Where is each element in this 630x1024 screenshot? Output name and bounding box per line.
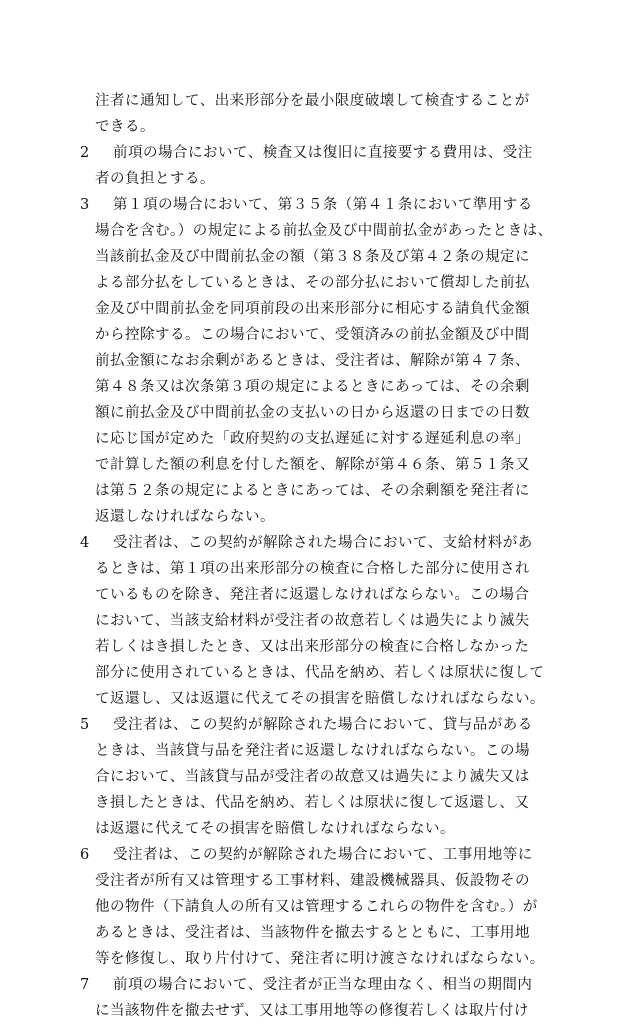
text-line bbox=[0, 374, 630, 400]
text-line bbox=[0, 348, 630, 374]
line-text: 受注者は、この契約が解除された場合において、支給材料があ bbox=[113, 535, 533, 551]
text-line bbox=[0, 218, 630, 244]
text-line bbox=[0, 972, 630, 998]
line-text: よる部分払をしているときは、その部分払において償却した前払 bbox=[95, 275, 530, 291]
line-text: 受注者は、この契約が解除された場合において、工事用地等に bbox=[113, 847, 533, 863]
text-line bbox=[0, 582, 630, 608]
text-line bbox=[0, 530, 630, 556]
line-text: 場合を含む。）の規定による前払金及び中間前払金があったときは、 bbox=[95, 223, 553, 239]
line-text: 合において、当該貸与品が受注者の故意又は過失により滅失又は bbox=[95, 769, 530, 785]
line-text: て返還し、又は返還に代えてその損害を賠償しなければならない。 bbox=[95, 691, 545, 707]
paragraph-number: 2 bbox=[80, 145, 90, 161]
clause-text-block bbox=[0, 88, 630, 1024]
text-line bbox=[0, 192, 630, 218]
text-line bbox=[0, 88, 630, 114]
line-text: 前項の場合において、受注者が正当な理由なく、相当の期間内 bbox=[113, 977, 533, 993]
text-line bbox=[0, 166, 630, 192]
line-text: るときは、第１項の出来形部分の検査に合格した部分に使用され bbox=[95, 561, 530, 577]
paragraph-number: 7 bbox=[80, 977, 90, 993]
paragraph-number: 4 bbox=[80, 535, 90, 551]
text-line bbox=[0, 452, 630, 478]
line-text: き損したときは、代品を納め、若しくは原状に復して返還し、又 bbox=[95, 795, 530, 811]
text-line bbox=[0, 790, 630, 816]
line-text: できる。 bbox=[95, 119, 155, 135]
paragraph-number: 6 bbox=[80, 847, 90, 863]
text-line bbox=[0, 842, 630, 868]
line-text: は返還に代えてその損害を賠償しなければならない。 bbox=[95, 821, 455, 837]
text-line bbox=[0, 556, 630, 582]
line-text: 前項の場合において、検査又は復旧に直接要する費用は、受注 bbox=[113, 145, 533, 161]
line-text: に当該物件を撤去せず、又は工事用地等の修復若しくは取片付け bbox=[95, 1003, 529, 1019]
text-line bbox=[0, 998, 630, 1024]
line-text: 等を修復し、取り片付けて、発注者に明け渡さなければならない。 bbox=[95, 951, 545, 967]
text-line bbox=[0, 296, 630, 322]
line-text: 第１項の場合において、第３５条（第４１条において準用する bbox=[113, 197, 533, 213]
line-text: 当該前払金及び中間前払金の額（第３８条及び第４２条の規定に bbox=[95, 249, 530, 265]
text-line bbox=[0, 764, 630, 790]
paragraph-number: 3 bbox=[80, 197, 90, 213]
text-line bbox=[0, 868, 630, 894]
text-line bbox=[0, 270, 630, 296]
line-text: 前払金額になお余剰があるときは、受注者は、解除が第４７条、 bbox=[95, 353, 530, 369]
paragraph-number: 5 bbox=[80, 717, 90, 733]
line-text: 部分に使用されているときは、代品を納め、若しくは原状に復して bbox=[95, 665, 545, 681]
text-line bbox=[0, 322, 630, 348]
line-text: で計算した額の利息を付した額を、解除が第４６条、第５１条又 bbox=[95, 457, 530, 473]
text-line bbox=[0, 504, 630, 530]
line-text: ときは、当該貸与品を発注者に返還しなければならない。この場 bbox=[95, 743, 530, 759]
text-line bbox=[0, 634, 630, 660]
text-line bbox=[0, 244, 630, 270]
text-line bbox=[0, 920, 630, 946]
line-text: 受注者は、この契約が解除された場合において、貸与品がある bbox=[113, 717, 533, 733]
text-line bbox=[0, 114, 630, 140]
line-text: 他の物件（下請負人の所有又は管理するこれらの物件を含む。）が bbox=[95, 899, 538, 915]
text-line bbox=[0, 816, 630, 842]
line-text: において、当該支給材料が受注者の故意若しくは過失により滅失 bbox=[95, 613, 530, 629]
line-text: 者の負担とする。 bbox=[95, 171, 215, 187]
line-text: は第５２条の規定によるときにあっては、その余剰額を発注者に bbox=[95, 483, 530, 499]
text-line bbox=[0, 660, 630, 686]
line-text: 額に前払金及び中間前払金の支払いの日から返還の日までの日数 bbox=[95, 405, 530, 421]
text-line bbox=[0, 946, 630, 972]
line-text: ているものを除き、発注者に返還しなければならない。この場合 bbox=[95, 587, 530, 603]
text-line bbox=[0, 894, 630, 920]
text-line bbox=[0, 686, 630, 712]
line-text: 注者に通知して、出来形部分を最小限度破壊して検査することが bbox=[95, 93, 530, 109]
line-text: あるときは、受注者は、当該物件を撤去するとともに、工事用地 bbox=[95, 925, 530, 941]
text-line bbox=[0, 400, 630, 426]
line-text: 金及び中間前払金を同項前段の出来形部分に相応する請負代金額 bbox=[95, 301, 530, 317]
line-text: 受注者が所有又は管理する工事材料、建設機械器具、仮設物その bbox=[95, 873, 530, 889]
text-line bbox=[0, 140, 630, 166]
text-line bbox=[0, 478, 630, 504]
text-line bbox=[0, 426, 630, 452]
line-text: 返還しなければならない。 bbox=[95, 509, 275, 525]
text-line bbox=[0, 608, 630, 634]
line-text: に応じ国が定めた「政府契約の支払遅延に対する遅延利息の率」 bbox=[95, 431, 530, 447]
text-line bbox=[0, 738, 630, 764]
line-text: 第４８条又は次条第３項の規定によるときにあっては、その余剰 bbox=[95, 379, 530, 395]
text-line bbox=[0, 712, 630, 738]
line-text: 若しくはき損したとき、又は出来形部分の検査に合格しなかった bbox=[95, 639, 530, 655]
line-text: から控除する。この場合において、受領済みの前払金額及び中間 bbox=[95, 327, 530, 343]
